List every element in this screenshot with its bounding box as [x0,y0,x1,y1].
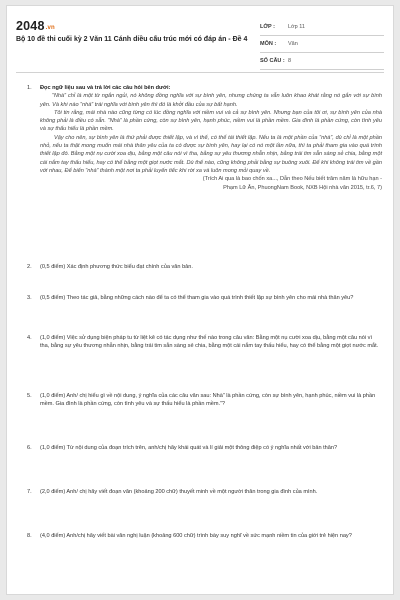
passage-paragraph: Vậy cho nên, sự bình yên là thứ phải được thiết lập, và vì thế, có thể tái thiết lập. Nếu ta là một phần của “nhà”, dù chỉ là một phần nhỏ, nếu ta thật mong muốn mái nhà thân yêu của ta có được sự bình yên, hay lại có nó một lần nữa, thì ta phải tham gia vào quá trình thiết lập đó. Bằng một nụ cười xoa dịu, bằng một câu nói vì tha, bằng sự yêu thương nhẫn nhịn, bằng trái tim sẵn sàng sẻ chia, bằng một cái nắm tay thấu hiểu, hay có thể bằng một giọt nước mắt. Dù thế nào, cũng không phải bằng sự buông xuôi. Để khi không trái tim về gần với nhau, Để biến “nhà” thành một nơi ta phải luyến tiếc khi rời xa và luôn mong mỏi quay về. [40,134,382,174]
meta-value: Lớp 11 [288,24,305,30]
question-8 [27,532,382,540]
question-3 [27,294,382,302]
question-4 [27,334,382,351]
passage-paragraph: “Nhà” chỉ là một từ ngắn ngủi, nó không đồng nghĩa với sự bình yên, nhưng chúng ta vẫn luôn khao khát rằng nó gắn với sự bình yên. Và khi nào “nhà” trái nghĩa với bình yên thì đó là khởi đầu của sự bất hạnh. [40,93,382,108]
exam-meta-table [260,19,384,70]
credit-line: (Trích Ai qua là bao chốn xa..., Dẫn theo Nếu biết trăm năm là hữu hạn - [202,176,382,183]
meta-row-subject [260,36,384,53]
question-1 [27,84,382,192]
question-number: 5. [27,393,32,399]
question-text: (1,0 điểm) Việc sử dụng biện pháp tu từ liệt kê có tác dụng như thế nào trong câu văn: Bằng một nụ cười xoa dịu, bằng một câu nói vì tha, bằng sự yêu thương nhẫn nhịn, bằng trái tim sẵn sàng sẻ chia, bằng một cái nắm tay thấu hiểu, hay có thể bằng một giọt nước mắt. [40,335,379,350]
meta-row-question-count [260,53,384,70]
question-text: (1,0 điểm) Từ nội dung của đoạn trích trên, anh/chị hãy khái quát và lí giải một thông điệp có ý nghĩa nhất với bản thân? [40,445,338,451]
passage-credit [40,175,382,192]
question-text: (2,0 điểm) Anh/ chị hãy viết đoạn văn (khoảng 200 chữ) thuyết minh về một người thân trong gia đình của mình. [40,489,318,495]
meta-value: Văn [288,41,298,47]
question-6 [27,444,382,452]
credit-line: Phạm Lữ Ân, PhuongNam Book, NXB Hội nhà văn 2015, tr.6, 7) [223,184,382,191]
meta-label: LỚP : [260,24,275,30]
question-number: 3. [27,295,32,301]
question-heading: Đọc ngữ liệu sau và trả lời các câu hỏi bên dưới: [40,85,171,91]
meta-row-class [260,19,384,36]
question-number: 7. [27,489,32,495]
question-text: (0,5 điểm) Theo tác giả, bằng những cách nào để ta có thể tham gia vào quá trình thiết lập sự bình yên cho mái nhà thân yêu? [40,295,354,301]
site-logo[interactable] [16,19,55,33]
reading-passage [40,92,382,175]
question-number: 6. [27,445,32,451]
question-number: 8. [27,533,32,539]
question-2 [27,263,382,271]
logo-suffix-text: .vn [45,25,55,31]
question-text: (1,0 điểm) Anh/ chị hiểu gì về nội dung, ý nghĩa của các câu văn sau: Nhà” là phần cứng, còn sự bình yên, hạnh phúc, niềm vui là phần mềm. Gia đình là phần cứng, còn tình yêu và sự thấu hiểu là phần mềm.”? [40,393,376,408]
meta-label: SỐ CÂU : [260,58,285,64]
question-text: (0,5 điểm) Xác định phương thức biểu đạt chính của văn bản. [40,264,193,270]
meta-value: 8 [288,58,292,64]
question-number: 1. [27,85,32,91]
meta-label: MÔN : [260,41,277,47]
question-text: (4,0 điểm) Anh/chị hãy viết bài văn nghị luận (khoảng 600 chữ) trình bày suy nghĩ về sức mạnh niềm tin của giới trẻ hiện nay? [40,533,352,539]
question-number: 2. [27,264,32,270]
header-divider [16,72,384,73]
exam-title: Bộ 10 đề thi cuối kỳ 2 Văn 11 Cánh diều cấu trúc mới có đáp án - Đề 4 [16,36,248,43]
question-5 [27,392,382,409]
exam-page [6,5,394,595]
logo-main-text: 2048 [16,19,45,33]
passage-paragraph: Tôi tin rằng, mái nhà nào cũng từng có lúc đồng nghĩa với niềm vui và cả sự bình yên. Nhưng bạn của tôi ơi, sự bình yên của nhà không phải là điều có sẵn. “Nhà” là phần cứng, còn sự bình yên, hạnh phúc, niềm vui là phần mềm. Gia đình là phần cứng, còn tình yêu và sự thấu hiểu là phần mềm. [40,109,382,133]
question-7 [27,488,382,496]
question-number: 4. [27,335,32,341]
